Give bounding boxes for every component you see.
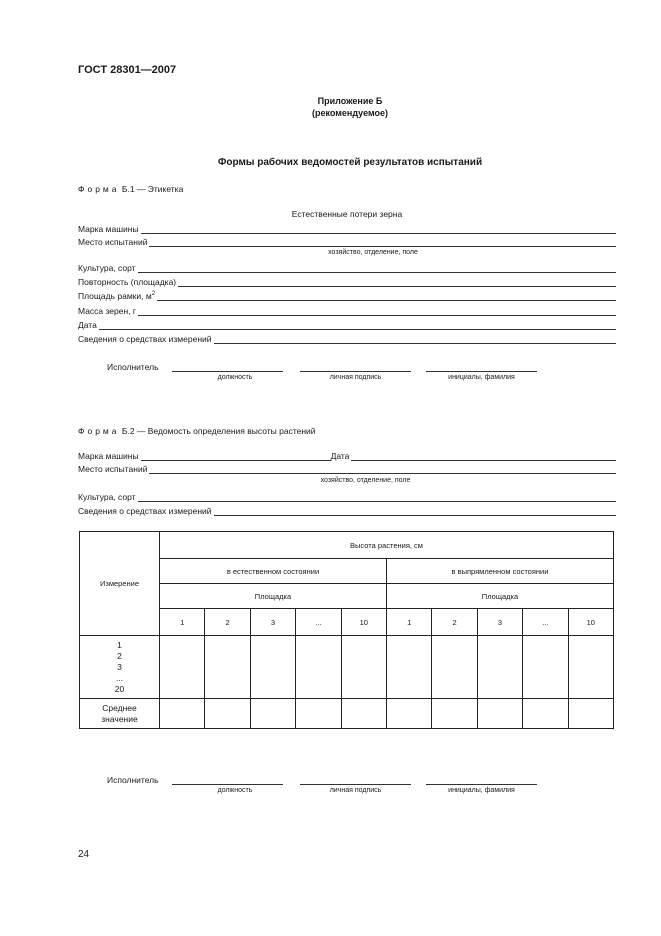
col-measurement-header: Измерение xyxy=(80,532,160,636)
plot-number: ... xyxy=(523,609,568,636)
data-cell[interactable] xyxy=(160,636,205,699)
data-cell[interactable] xyxy=(296,636,341,699)
form1-label xyxy=(78,184,183,194)
average-line1: Среднее xyxy=(102,702,137,713)
form1-label-rest: Б.1 — Этикетка xyxy=(121,184,184,194)
natural-plot-header: Площадка xyxy=(160,584,387,609)
data-cell[interactable] xyxy=(386,636,431,699)
plant-height-table xyxy=(79,531,614,729)
form1-mass-field[interactable] xyxy=(78,305,616,316)
form2-instruments-field[interactable] xyxy=(78,505,616,516)
form1-mass-label: Масса зерен, г xyxy=(78,306,136,316)
data-cell[interactable] xyxy=(160,699,205,729)
form1-repeat-field[interactable] xyxy=(78,276,616,287)
form2-initials-line[interactable] xyxy=(426,783,537,785)
form2-signature-label: Исполнитель xyxy=(107,775,159,785)
form1-area-field[interactable] xyxy=(78,290,616,301)
page-number: 24 xyxy=(78,849,90,860)
data-cell[interactable] xyxy=(477,699,522,729)
data-cell[interactable] xyxy=(205,636,250,699)
plant-height-header: Высота растения, см xyxy=(160,532,614,559)
plot-number: 1 xyxy=(160,609,205,636)
form1-instruments-label: Сведения о средствах измерений xyxy=(78,334,212,344)
table-row xyxy=(80,636,614,699)
document-id: ГОСТ 28301—2007 xyxy=(78,64,177,76)
form1-area-label: Площадь рамки, $м^2$ xyxy=(78,291,156,301)
form2-place-field[interactable] xyxy=(78,463,616,474)
row-label: 3 xyxy=(117,661,122,672)
row-label: 20 xyxy=(114,683,125,694)
natural-state-header: в естественном состоянии xyxy=(160,559,387,584)
form1-brand-label: Марка машины xyxy=(78,224,139,234)
row-label: 2 xyxy=(117,650,122,661)
form2-date-label: Дата xyxy=(330,451,350,461)
form1-label-prefix: Форма xyxy=(78,184,120,194)
plot-number: 10 xyxy=(568,609,613,636)
form2-date-line[interactable] xyxy=(351,451,616,461)
main-title: Формы рабочих ведомостей результатов испытаний xyxy=(217,157,483,168)
form1-initials-caption: инициалы, фамилия xyxy=(448,374,515,381)
straight-plot-header: Площадка xyxy=(386,584,613,609)
plot-number: ... xyxy=(296,609,341,636)
form1-date-label: Дата xyxy=(78,320,97,330)
average-cell xyxy=(80,699,160,729)
form1-signature-label: Исполнитель xyxy=(107,362,159,372)
form1-sign-line[interactable] xyxy=(300,370,411,372)
average-line2: значение xyxy=(101,713,138,724)
form1-position-caption: должность xyxy=(217,374,253,381)
form1-initials-line[interactable] xyxy=(426,370,537,372)
form2-position-caption: должность xyxy=(217,787,253,794)
form2-sign-caption: личная подпись xyxy=(329,787,382,794)
row-label: ... xyxy=(115,672,124,683)
form1-culture-field[interactable] xyxy=(78,262,616,273)
data-cell[interactable] xyxy=(250,699,295,729)
row-label: 1 xyxy=(117,639,122,650)
data-cell[interactable] xyxy=(341,699,386,729)
form2-sign-line[interactable] xyxy=(300,783,411,785)
form2-label-prefix: Форма xyxy=(78,426,120,436)
data-cell[interactable] xyxy=(341,636,386,699)
form1-instruments-field[interactable] xyxy=(78,333,616,344)
form2-brand-line[interactable] xyxy=(141,451,331,461)
plot-number: 3 xyxy=(250,609,295,636)
form2-place-label: Место испытаний xyxy=(78,464,148,474)
form1-position-line[interactable] xyxy=(172,370,283,372)
form1-subtitle: Естественные потери зерна xyxy=(291,209,403,219)
form2-position-line[interactable] xyxy=(172,783,283,785)
form1-culture-label: Культура, сорт xyxy=(78,263,136,273)
table-row xyxy=(80,699,614,729)
appendix-note: (рекомендуемое) xyxy=(312,108,388,118)
plot-number: 1 xyxy=(386,609,431,636)
form2-initials-caption: инициалы, фамилия xyxy=(448,787,515,794)
data-cell[interactable] xyxy=(523,636,568,699)
form2-culture-label: Культура, сорт xyxy=(78,492,136,502)
straight-state-header: в выпрямленном состоянии xyxy=(386,559,613,584)
data-cell[interactable] xyxy=(523,699,568,729)
form2-place-hint: хозяйство, отделение, поле xyxy=(320,477,411,484)
form2-label-rest: Б.2 — Ведомость определения высоты растений xyxy=(121,426,316,436)
form2-label xyxy=(78,426,316,436)
plot-number: 10 xyxy=(341,609,386,636)
form1-repeat-label: Повторность (площадка) xyxy=(78,277,177,287)
data-cell[interactable] xyxy=(477,636,522,699)
form2-culture-field[interactable] xyxy=(78,491,616,502)
data-cell[interactable] xyxy=(568,699,613,729)
form1-brand-field[interactable] xyxy=(78,223,616,234)
appendix-title: Приложение Б xyxy=(317,96,383,106)
form1-date-field[interactable] xyxy=(78,319,616,330)
form1-sign-caption: личная подпись xyxy=(329,374,382,381)
data-cell[interactable] xyxy=(432,699,477,729)
data-cell[interactable] xyxy=(296,699,341,729)
form2-brand-label: Марка машины xyxy=(78,451,139,461)
data-cell[interactable] xyxy=(205,699,250,729)
form2-brand-date-row xyxy=(78,450,616,461)
plot-number: 3 xyxy=(477,609,522,636)
form1-place-hint: хозяйство, отделение, поле xyxy=(328,249,418,256)
plot-number: 2 xyxy=(432,609,477,636)
row-labels-cell xyxy=(80,636,160,699)
data-cell[interactable] xyxy=(568,636,613,699)
plot-number: 2 xyxy=(205,609,250,636)
form1-place-label: Место испытаний xyxy=(78,237,148,247)
form1-place-field[interactable] xyxy=(78,236,616,247)
data-cell[interactable] xyxy=(250,636,295,699)
data-cell[interactable] xyxy=(386,699,431,729)
form2-instruments-label: Сведения о средствах измерений xyxy=(78,506,212,516)
data-cell[interactable] xyxy=(432,636,477,699)
